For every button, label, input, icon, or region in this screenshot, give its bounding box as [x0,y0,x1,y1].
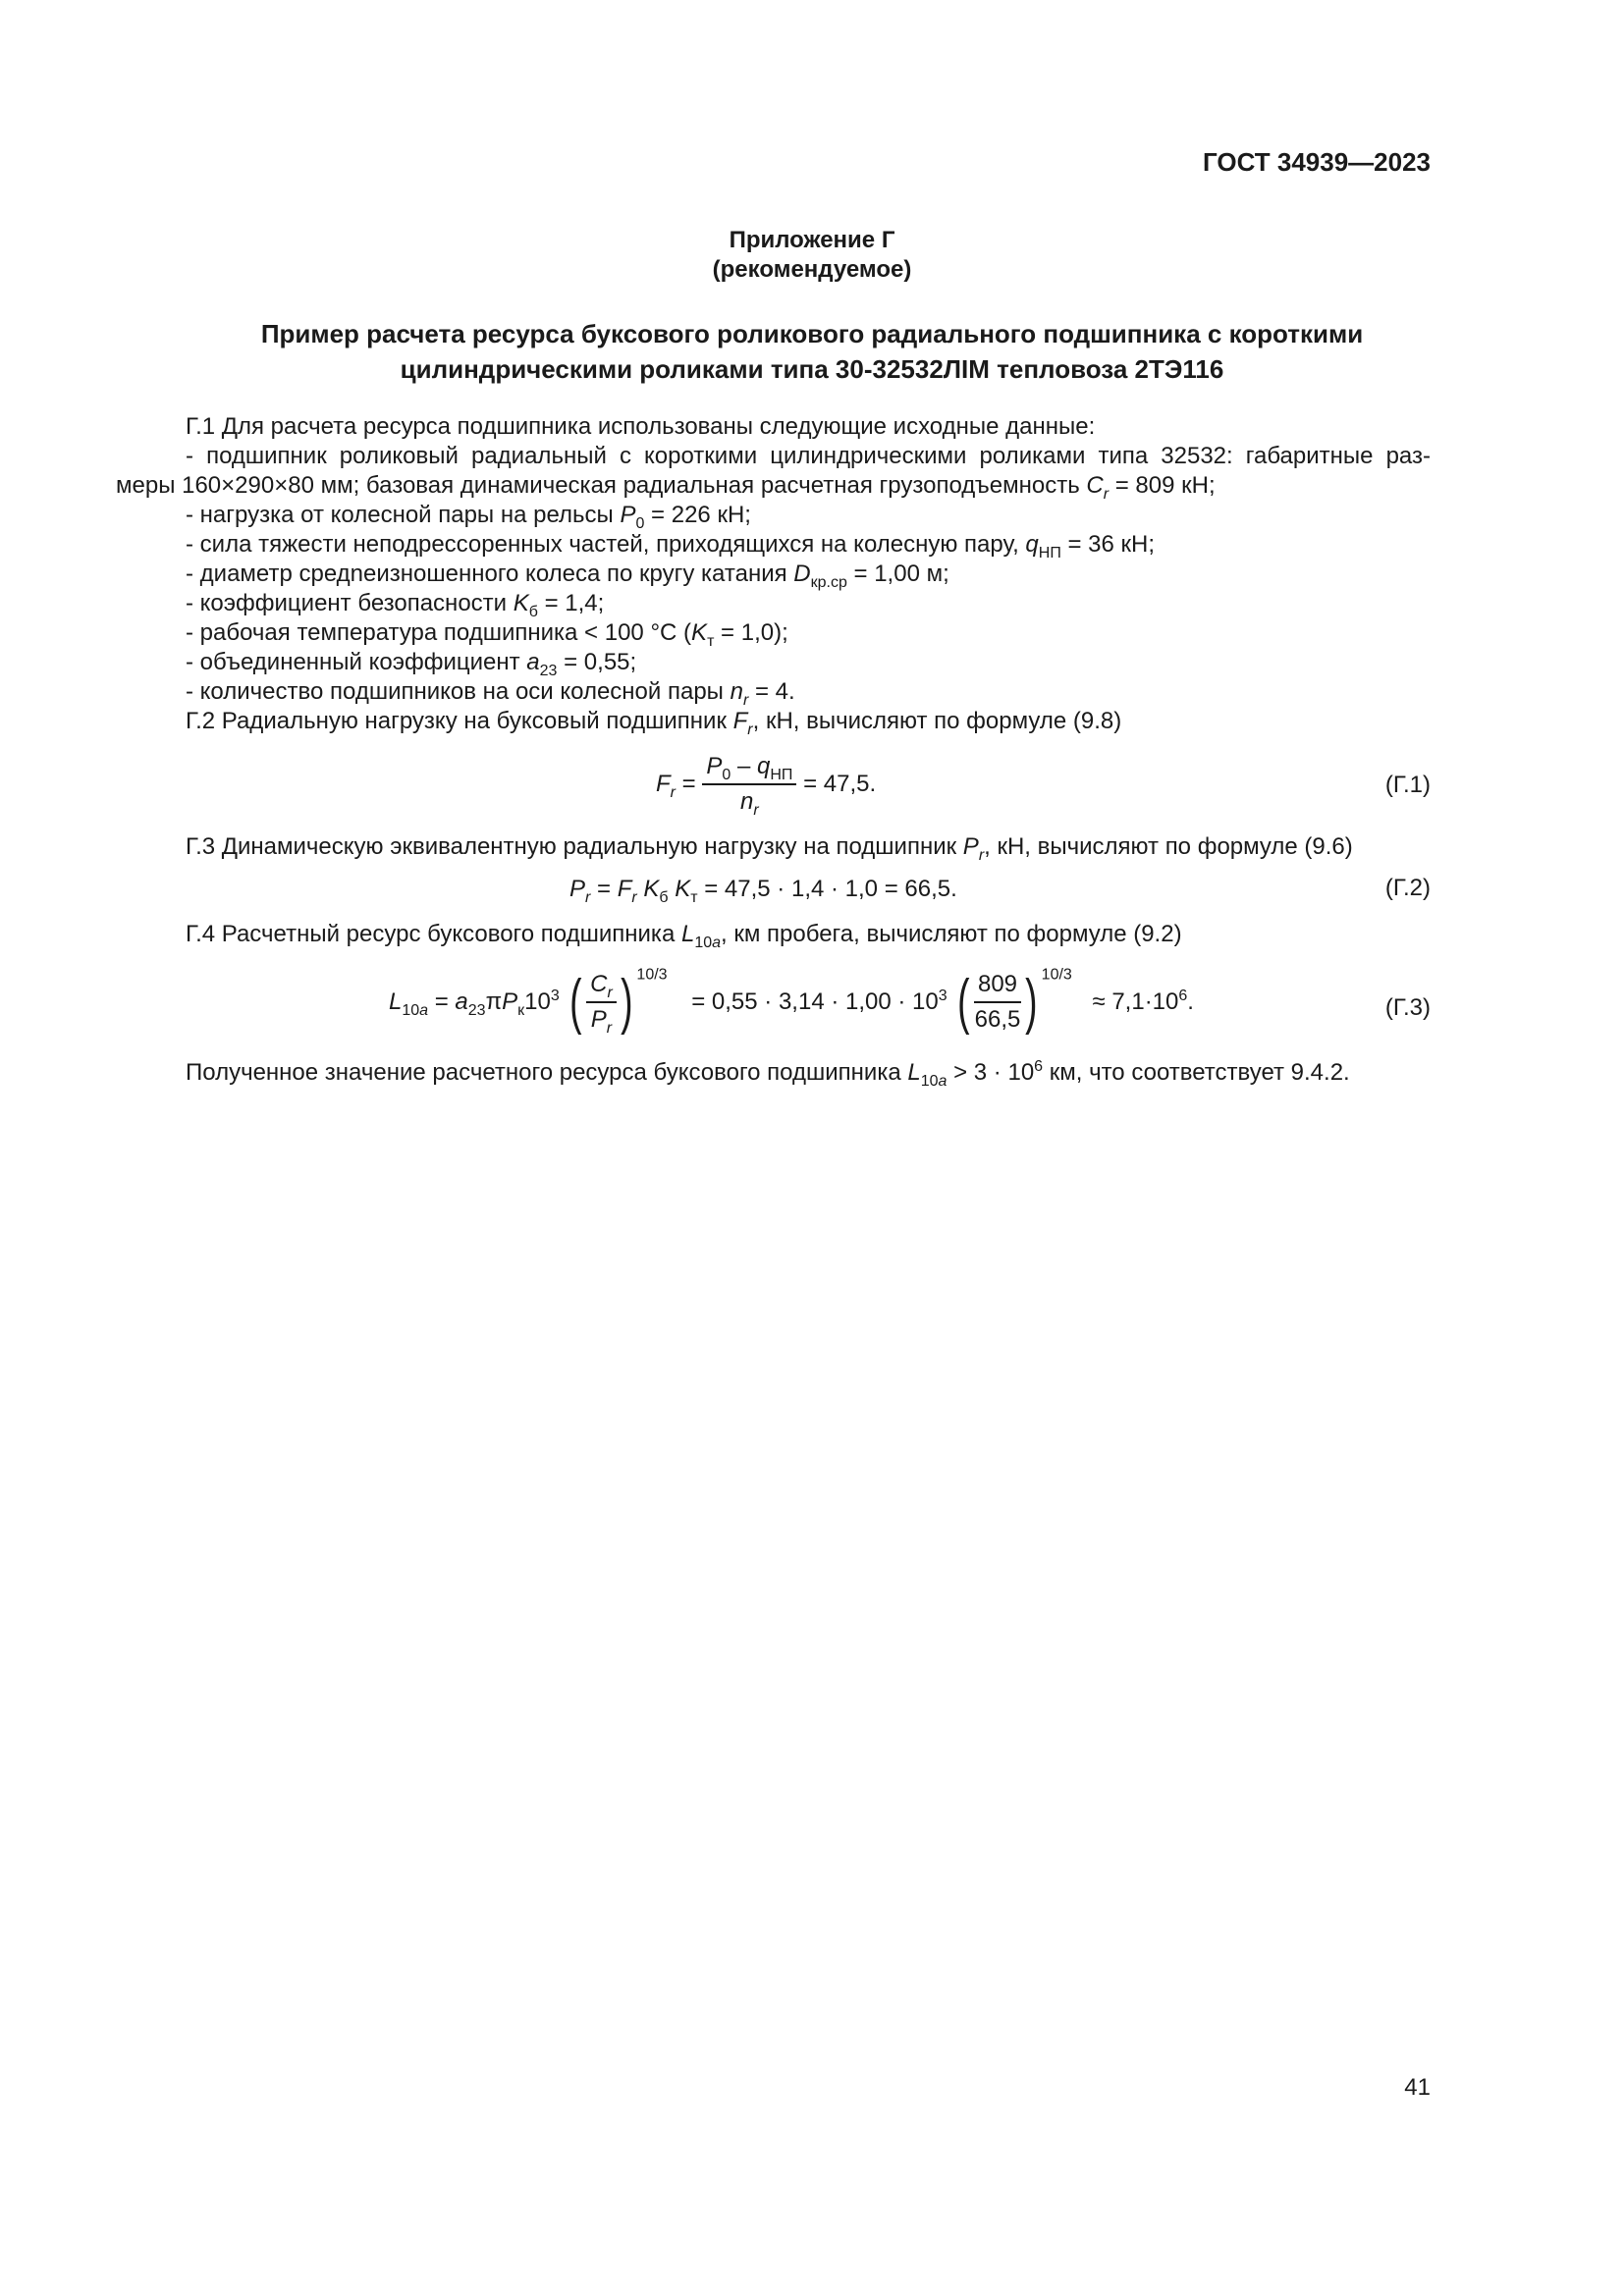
g1-item-3: - сила тяжести неподрессоренных частей, приходящихся на колесную пару, $q_{НП} = 36$ кН; [186,531,1156,561]
g1-item-5: - коэффициент безопасности $K_б = 1,4$; [186,590,605,620]
g1-item-7: - объединенный коэффициент $a_{23} = 0,55$; [186,649,637,679]
title-line-2: цилиндрическими роликами типа 30-32532ЛIM тепловоза 2ТЭ116 [400,354,1224,384]
g3-text: Г.3 Динамическую эквивалентную радиальную нагрузку на подшипник $P_r$, кН, вычисляют по формуле (9.6) [186,833,1353,864]
appendix-type: (рекомендуемое) [712,256,912,283]
g1-item-4: - диаметр средneизношенного колеса по кругу катания $D_{кр.ср} = 1,00$ м; [186,561,949,591]
g1-item-1b: меры 160×290×80 мм; базовая динамическая радиальная расчетная грузоподъемность $C_r = 809$ кН; [116,472,1216,503]
g4-text: Г.4 Расчетный ресурс буксового подшипника $L_{10a}$, км пробега, вычисляют по формуле (9.2) [186,921,1182,951]
formula-g2-number: (Г.2) [1384,875,1431,901]
appendix-label: Приложение Г [729,227,895,253]
formula-g1-number: (Г.1) [1384,772,1431,798]
g1-intro: Г.1 Для расчета ресурса подшипника использованы следующие исходные данные: [186,413,1096,440]
formula-g1-fraction: $\frac{P_0 - q_{НП}}{n_r}$ [702,752,796,817]
formula-g1: $F_r$ = $\frac{P_0 - q_{НП}}{n_r}$ = 47,5. [656,753,877,819]
page-number: 41 [1404,2074,1431,2101]
title-line-1: Пример расчета ресурса буксового роликового радиального подшипника с короткими [260,319,1364,348]
page-title [0,316,1624,387]
g1-item-6: - рабочая температура подшипника < 100 °C $(K_т = 1,0)$; [186,619,788,650]
formula-g3-fraction-2: $\frac{809}{66,5}$ [974,971,1021,1033]
appendix-heading [0,226,1624,285]
formula-g3: $L_{10a} = a_{23}\pi P_к10^3$ ( $\frac{C_r}{P_r}$ ) $^{10/3} = 0,55 \cdot 3,14 \cdot 1,00 \cdot 10^3$ ( $\frac{809}{66,5}$ ) $^{10/3} \approx 7,1\cdot 10^6$. [389,966,1194,1037]
g2-text: Г.2 Радиальную нагрузку на буксовый подшипник $F_r$, кН, вычисляют по формуле (9.8) [186,708,1122,738]
g1-item-8: - количество подшипников на оси колесной пары $n_r = 4$. [186,678,795,709]
g1-item-1a: - подшипник роликовый радиальный с короткими цилиндрическими роликами типа 32532: габаритные раз- [186,443,1431,469]
document-id: ГОСТ 34939—2023 [1203,147,1431,177]
g1-item-2: - нагрузка от колесной пары на рельсы $P_0 = 226$ кН; [186,502,751,532]
formula-g2: $P_r = F_r$ $K_б$ $K_т = 47,5 \cdot 1,4 \cdot 1,0 = 66,5$. [569,876,957,906]
formula-g3-number: (Г.3) [1384,994,1431,1021]
formula-g3-fraction-1: $\frac{C_r}{P_r}$ [586,970,617,1035]
result-text: Полученное значение расчетного ресурса буксового подшипника $L_{10a} > 3 \cdot 10^6$ км, что соответствует 9.4.2. [186,1058,1350,1090]
